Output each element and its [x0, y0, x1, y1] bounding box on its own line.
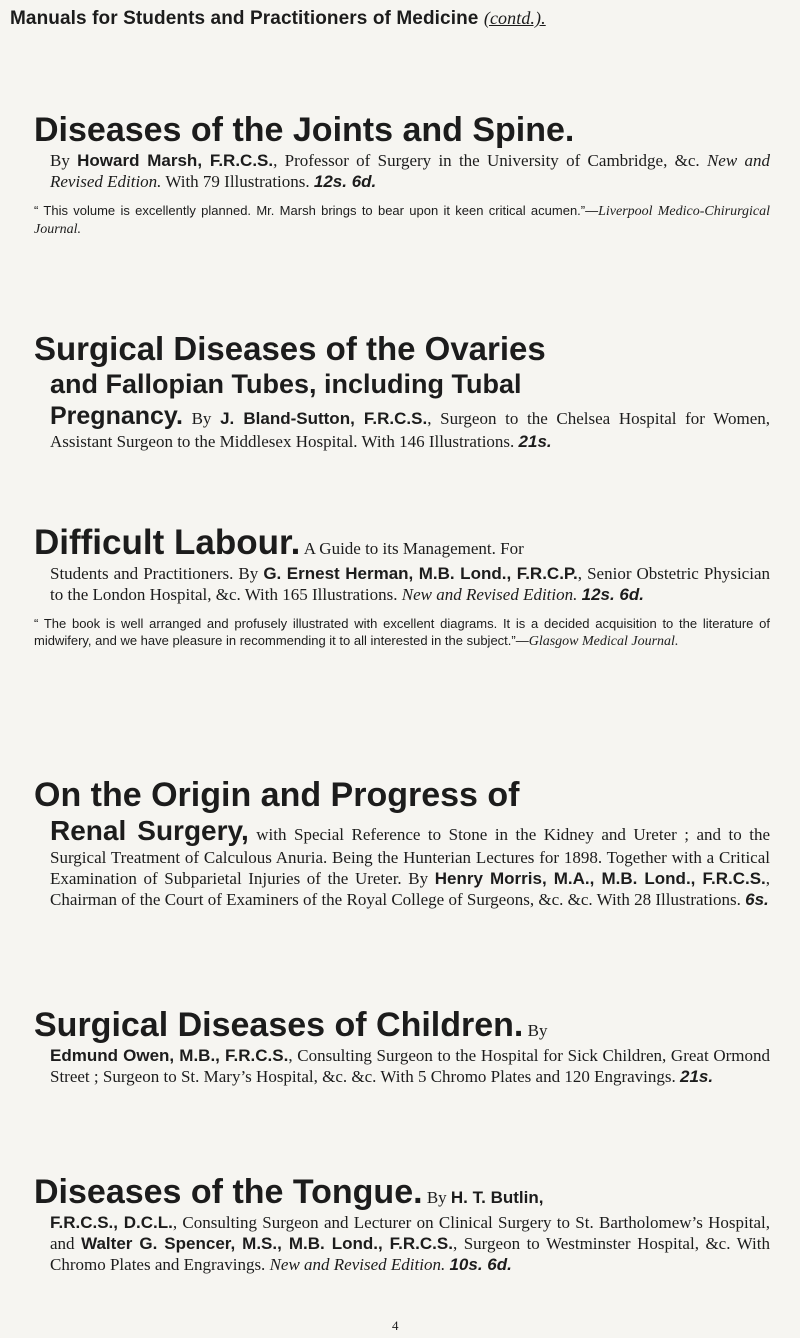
price: 12s. 6d. [313, 172, 377, 192]
book-title-line-3: Pregnancy. [50, 401, 183, 430]
book-title: Diseases of the Joints and Spine. [34, 111, 575, 149]
review-source: Liverpool Medico-Chirurgical Journal. [34, 204, 770, 238]
price: 6s. [745, 890, 769, 910]
author-name: Edmund Owen, M.B., F.R.C.S. [50, 1046, 289, 1066]
book-description: Edmund Owen, M.B., F.R.C.S., Consulting Surgeon to the Hospital for Sick Children, Great Ormond Street ; Surgeon to St. Mary’s Hospital, &c. &c. With 5 Chromo Plates and 120 Engravings. 21s. [50, 1046, 770, 1087]
author-name: H. T. Butlin, [450, 1188, 544, 1207]
book-description: F.R.C.S., D.C.L., Consulting Surgeon and Lecturer on Clinical Surgery to St. Bartholomew’s Hospital, and Walter G. Spencer, M.S., M.B. Lond., F.R.C.S., Surgeon to Westminster Hospital, &c. With Chromo Plates and Engravings. New and Revised Edition. 10s. 6d. [50, 1213, 771, 1275]
review-quote: “ The book is well arranged and profusely illustrated with excellent diagrams. It is a decided acquisition to the literature of midwifery, and we have pleasure in recommending it to all interested in the subject.”—Glasgow Medical Journal. [34, 616, 770, 650]
author-degrees: F.R.C.S., D.C.L. [50, 1213, 173, 1233]
book-entry-joints-spine [34, 110, 770, 238]
review-source: Glasgow Medical Journal. [528, 634, 679, 650]
price: 21s. [518, 431, 552, 451]
author-name: G. Ernest Herman, M.B. Lond., F.R.C.P. [263, 564, 578, 584]
book-title-line: Diseases of the Tongue. By H. T. Butlin, [34, 1173, 544, 1211]
book-title: Difficult Labour. [34, 523, 301, 562]
book-description: Pregnancy. By J. Bland-Sutton, F.R.C.S., Surgeon to the Chelsea Hospital for Women, Assistant Surgeon to the Middlesex Hospital. With 146 Illustrations. 21s. [50, 401, 770, 451]
header-text: Manuals for Students and Practitioners of Medicine [10, 8, 484, 29]
book-title: Surgical Diseases of Children. [34, 1006, 524, 1044]
book-title-line-2: Renal Surgery, [50, 815, 249, 847]
page-header [10, 8, 790, 30]
book-title-line-2: and Fallopian Tubes, including Tubal [50, 368, 522, 399]
review-quote: “ This volume is excellently planned. Mr. Marsh brings to bear upon it keen critical acumen.”—Liverpool Medico-Chirurgical Journal. [34, 203, 770, 238]
book-title-line: Surgical Diseases of Children. By [34, 1006, 548, 1044]
price: 12s. 6d. [581, 585, 644, 605]
edition-note: New and Revised Edition. [50, 151, 770, 192]
author-name: Howard Marsh, F.R.C.S. [77, 151, 274, 171]
second-author-name: Walter G. Spencer, M.S., M.B. Lond., F.R.C.S. [81, 1234, 453, 1254]
price: 10s. 6d. [449, 1255, 512, 1275]
book-entry-renal-surgery [34, 775, 770, 910]
edition-note: New and Revised Edition. [269, 1255, 446, 1275]
book-subtitle: A Guide to its Management. For [300, 539, 524, 558]
page-number: 4 [392, 1318, 399, 1333]
book-entry-children [34, 1005, 770, 1087]
book-entry-difficult-labour [34, 522, 770, 650]
book-title-line-1: Surgical Diseases of the Ovaries [34, 330, 546, 367]
book-description: Students and Practitioners. By G. Ernest Herman, M.B. Lond., F.R.C.P., Senior Obstetric Physician to the London Hospital, &c. With 165 Illustrations. New and Revised Edition. 12s. 6d. “ The book is well arranged and profusely illustrated with excellent diagrams. It is a decided acquisition to the literature of midwifery, and we have pleasure in recommending it to all interested in the subject.”—Glasgow Medical Journal. [34, 564, 771, 650]
book-title: Diseases of the Tongue. [34, 1173, 423, 1211]
header-contd: (contd.). [483, 8, 546, 28]
book-entry-tongue [34, 1172, 770, 1275]
edition-note: New and Revised Edition. [401, 585, 578, 605]
book-title-line [34, 522, 770, 563]
author-name: J. Bland-Sutton, F.R.C.S. [220, 408, 428, 428]
book-entry-ovaries [34, 330, 770, 452]
price: 21s. [680, 1067, 714, 1087]
author-name: Henry Morris, M.A., M.B. Lond., F.R.C.S. [434, 869, 766, 889]
book-description: Renal Surgery, with Special Reference to Stone in the Kidney and Ureter ; and to the Surgical Treatment of Calculous Anuria. Being the Hunterian Lectures for 1898. Together with a Critical Examination of Subparietal Injuries of the Ureter. By Henry Morris, M.A., M.B. Lond., F.R.C.S., Chairman of the Court of Examiners of the Royal College of Surgeons, &c. &c. With 28 Illustrations. 6s. [50, 815, 771, 910]
book-description: By Howard Marsh, F.R.C.S., Professor of Surgery in the University of Cambridge, &c. New and Revised Edition. With 79 Illustrations. 12s. 6d. “ This volume is excellently planned. Mr. Marsh brings to bear upon it keen critical acumen.”—Liverpool Medico-Chirurgical Journal. [34, 151, 770, 238]
book-title-line-1: On the Origin and Progress of [34, 776, 520, 814]
